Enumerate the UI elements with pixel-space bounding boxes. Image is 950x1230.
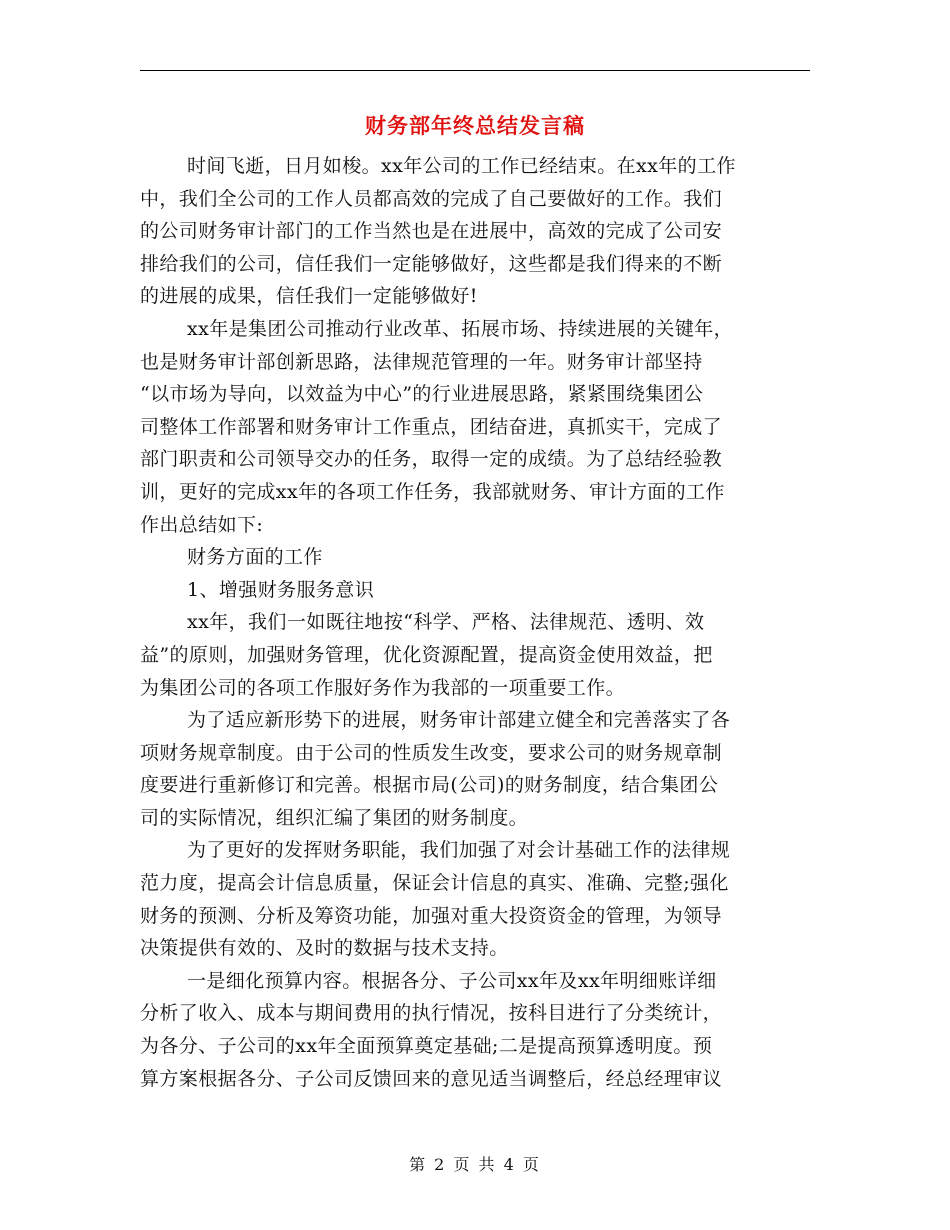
body-line: 项财务规章制度。由于公司的性质发生改变，要求公司的财务规章制 xyxy=(140,741,723,764)
body-line: 中，我们全公司的工作人员都高效的完成了自己要做好的工作。我们 xyxy=(140,187,723,210)
body-line: 益”的原则，加强财务管理，优化资源配置，提高资金使用效益，把 xyxy=(140,643,713,666)
body-line: 范力度，提高会计信息质量，保证会计信息的真实、准确、完整;强化 xyxy=(140,872,729,895)
body-line: 为各分、子公司的xx年全面预算奠定基础;二是提高预算透明度。预 xyxy=(140,1035,713,1058)
body-line: 时间飞逝，日月如梭。xx年公司的工作已经结束。在xx年的工作 xyxy=(187,155,736,177)
body-line: 财务方面的工作 xyxy=(187,546,323,569)
body-line: 决策提供有效的、及时的数据与技术支持。 xyxy=(140,937,509,960)
body-line: 部门职责和公司领导交办的任务，取得一定的成绩。为了总结经验教 xyxy=(140,448,723,471)
body-line: 分析了收入、成本与期间费用的执行情况，按科目进行了分类统计， xyxy=(140,1002,723,1025)
body-line: 算方案根据各分、子公司反馈回来的意见适当调整后，经总经理审议 xyxy=(140,1067,723,1090)
body-line: 度要进行重新修订和完善。根据市局(公司)的财务制度，结合集团公 xyxy=(140,774,719,797)
document-title: 财务部年终总结发言稿 xyxy=(365,113,585,138)
page-footer: 第 2 页 共 4 页 xyxy=(409,1155,541,1174)
body-line: 为集团公司的各项工作服好务作为我部的一项重要工作。 xyxy=(140,676,626,699)
body-line: 1、增强财务服务意识 xyxy=(187,578,375,601)
body-line: 为了更好的发挥财务职能，我们加强了对会计基础工作的法律规 xyxy=(187,839,731,862)
body-line: 也是财务审计部创新思路，法律规范管理的一年。财务审计部坚持 xyxy=(140,350,703,373)
document-body xyxy=(140,150,810,1095)
body-line: 为了适应新形势下的进展，财务审计部建立健全和完善落实了各 xyxy=(187,709,731,732)
body-line: “以市场为导向，以效益为中心”的行业进展思路，紧紧围绕集团公 xyxy=(140,383,704,406)
body-line: 司的实际情况，组织汇编了集团的财务制度。 xyxy=(140,806,529,829)
body-line: 财务的预测、分析及筹资功能，加强对重大投资资金的管理，为领导 xyxy=(140,904,723,927)
body-line: xx年是集团公司推动行业改革、拓展市场、持续进展的关键年， xyxy=(187,317,734,340)
body-line: 一是细化预算内容。根据各分、子公司xx年及xx年明细账详细 xyxy=(187,969,717,992)
body-line: xx年，我们一如既往地按“科学、严格、法律规范、透明、效 xyxy=(187,611,705,634)
body-line: 作出总结如下: xyxy=(140,513,264,536)
body-line: 的公司财务审计部门的工作当然也是在进展中，高效的完成了公司安 xyxy=(140,220,723,243)
body-line: 训，更好的完成xx年的各项工作任务，我部就财务、审计方面的工作 xyxy=(140,480,725,503)
body-line: 司整体工作部署和财务审计工作重点，团结奋进，真抓实干，完成了 xyxy=(140,415,723,438)
header-rule xyxy=(140,70,810,71)
body-line: 的进展的成果，信任我们一定能够做好! xyxy=(140,285,478,308)
body-line: 排给我们的公司，信任我们一定能够做好，这些都是我们得来的不断 xyxy=(140,252,723,275)
